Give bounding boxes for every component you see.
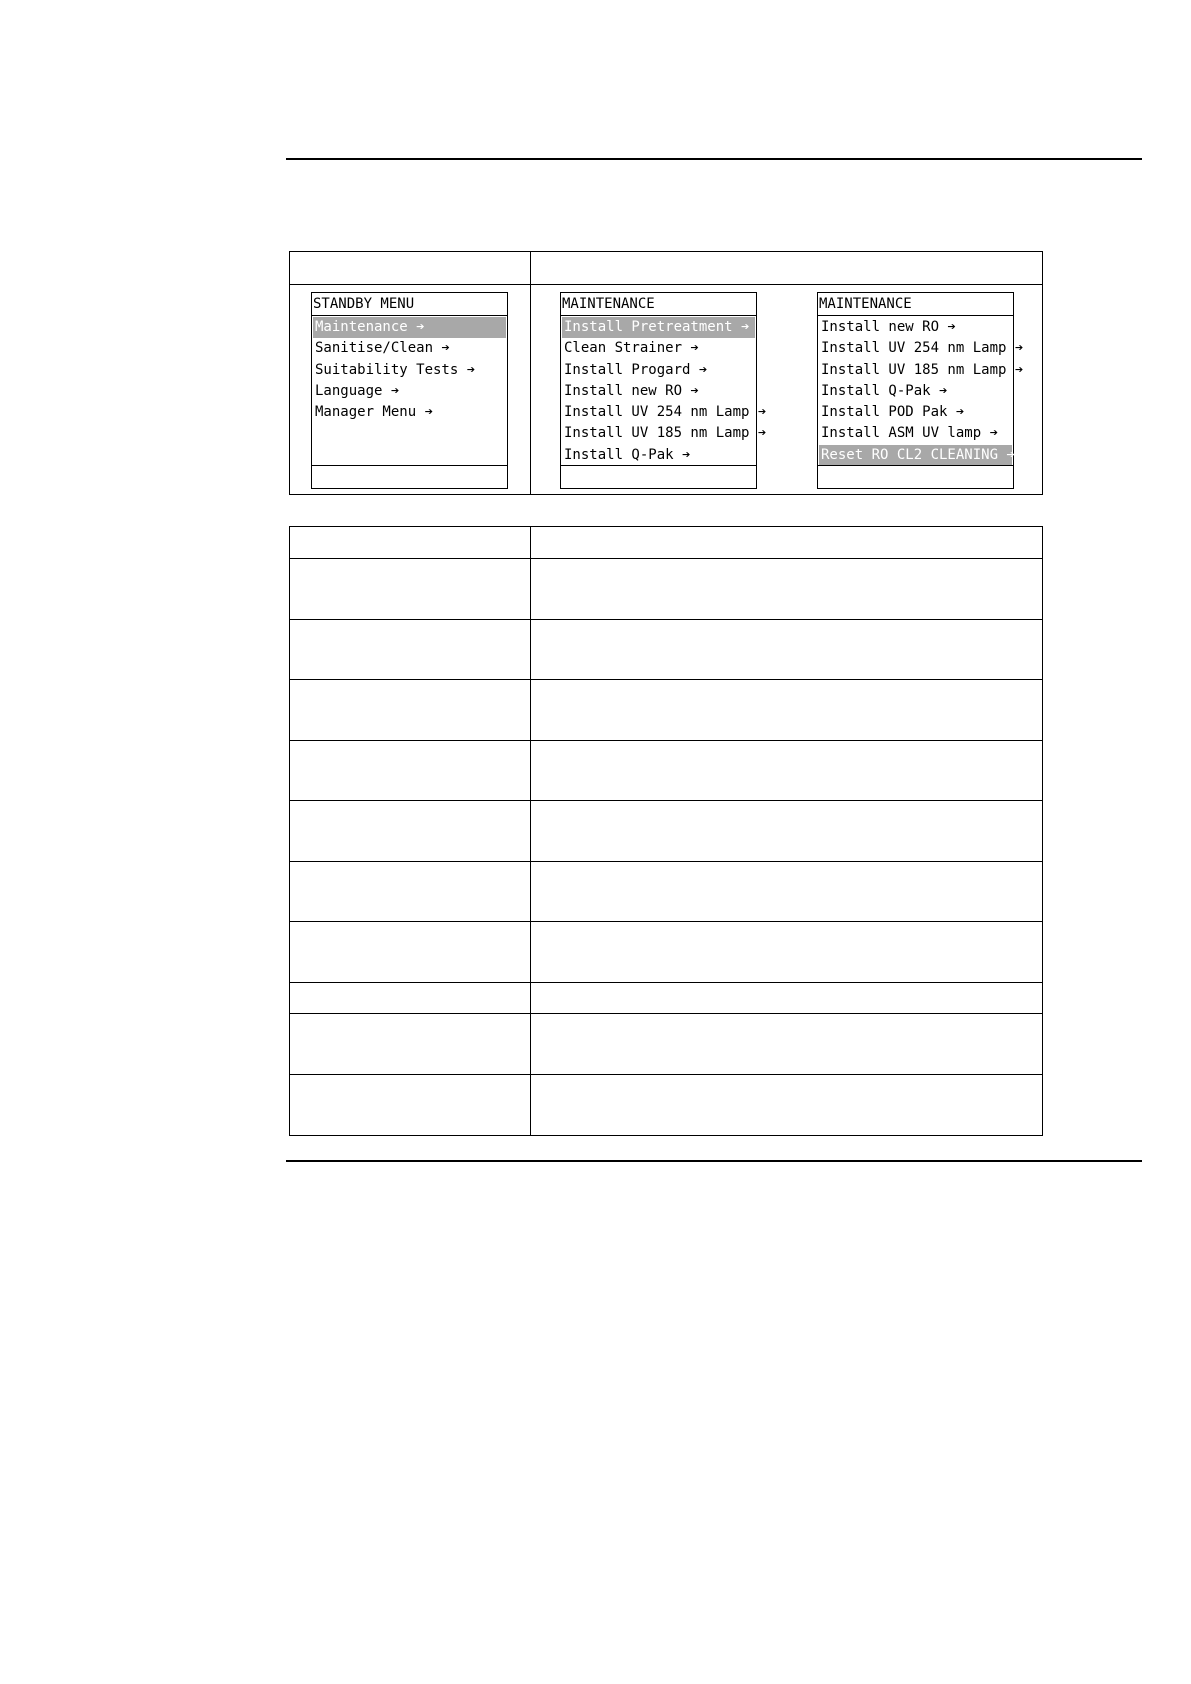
table-header-divider	[290, 284, 1042, 285]
lcd-title: MAINTENANCE	[818, 293, 1013, 316]
maintenance-info-table	[289, 526, 1043, 1136]
maintenance-screen-2	[817, 292, 1024, 489]
menu-screens-table	[289, 251, 1043, 495]
lcd-menu-item-install-new-ro[interactable]: Install new RO ➔	[564, 382, 699, 399]
table-row	[290, 921, 1042, 922]
lcd-menu-item-sanitise-clean[interactable]: Sanitise/Clean ➔	[315, 340, 450, 357]
lcd-menu-item-install-progard[interactable]: Install Progard ➔	[564, 361, 708, 378]
lcd-menu-item-maintenance[interactable]: Maintenance ➔	[313, 317, 506, 338]
table-row	[290, 861, 1042, 862]
table-row	[290, 982, 1042, 983]
lcd-menu-item-install-pretreatment[interactable]: Install Pretreatment ➔	[562, 317, 755, 338]
lcd-menu-item-install-q-pak[interactable]: Install Q-Pak ➔	[821, 382, 948, 399]
lcd-menu-item-manager-menu[interactable]: Manager Menu ➔	[315, 404, 434, 421]
lcd-menu-item-suitability-tests[interactable]: Suitability Tests ➔	[315, 361, 476, 378]
standby-menu-screen	[311, 292, 508, 489]
lcd-title: STANDBY MENU	[312, 293, 507, 316]
table-row	[290, 800, 1042, 801]
lcd-menu-item-reset-ro-cl2-cleaning[interactable]: Reset RO CL2 CLEANING ➔	[819, 445, 1012, 466]
table-row	[290, 619, 1042, 620]
table-row	[290, 1074, 1042, 1075]
lcd-menu-item-language[interactable]: Language ➔	[315, 382, 400, 399]
lcd-menu-item-install-uv-254[interactable]: Install UV 254 nm Lamp ➔	[821, 340, 1024, 357]
lcd-footer	[561, 465, 756, 488]
lcd-menu-item-install-uv-185[interactable]: Install UV 185 nm Lamp ➔	[564, 425, 767, 442]
lcd-menu-item-install-uv-185[interactable]: Install UV 185 nm Lamp ➔	[821, 361, 1024, 378]
lcd-footer	[818, 465, 1013, 488]
top-rule	[286, 158, 1142, 160]
table-row	[290, 1013, 1042, 1014]
table-row	[290, 558, 1042, 559]
lcd-menu-item-install-pod-pak[interactable]: Install POD Pak ➔	[821, 404, 965, 421]
table-row	[290, 679, 1042, 680]
lcd-title: MAINTENANCE	[561, 293, 756, 316]
lcd-menu-item-install-uv-254[interactable]: Install UV 254 nm Lamp ➔	[564, 404, 767, 421]
lcd-menu-item-install-q-pak[interactable]: Install Q-Pak ➔	[564, 446, 691, 463]
lcd-menu-item-install-asm-uv-lamp[interactable]: Install ASM UV lamp ➔	[821, 425, 999, 442]
table-column-divider	[530, 252, 531, 494]
lcd-menu-item-install-new-ro[interactable]: Install new RO ➔	[821, 319, 956, 335]
lcd-footer	[312, 465, 507, 488]
lcd-menu-item-clean-strainer[interactable]: Clean Strainer ➔	[564, 340, 699, 357]
bottom-rule	[286, 1160, 1142, 1162]
table-row	[290, 740, 1042, 741]
maintenance-screen-1	[560, 292, 767, 489]
